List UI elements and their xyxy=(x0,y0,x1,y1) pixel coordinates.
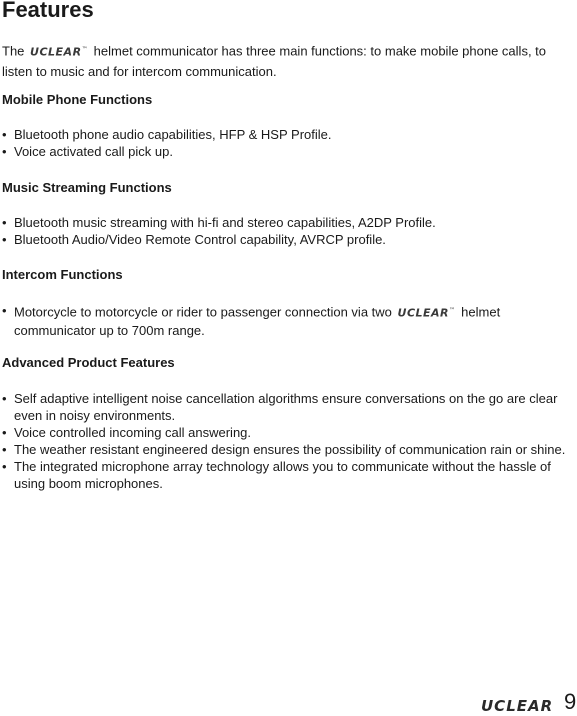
trademark-mark: ™ xyxy=(81,46,89,53)
section-heading-mobile: Mobile Phone Functions xyxy=(2,92,153,107)
list-item-text: The weather resistant engineered design ensures the possibility of communication rain or shine. xyxy=(14,442,566,457)
list-item-text: Motorcycle to motorcycle or rider to passenger connection via two xyxy=(14,304,392,320)
bullet-icon: • xyxy=(2,442,7,457)
list-item xyxy=(2,126,576,143)
inline-logo-text: UCLEAR xyxy=(30,45,82,59)
bullet-icon: • xyxy=(2,303,7,318)
bullet-icon: • xyxy=(2,459,7,474)
bullet-icon: • xyxy=(2,232,7,247)
intercom-functions-list xyxy=(2,302,576,339)
mobile-functions-list xyxy=(2,126,576,160)
list-item xyxy=(2,302,576,339)
uclear-inline-logo xyxy=(396,302,458,322)
section-heading-advanced: Advanced Product Features xyxy=(2,355,175,370)
list-item-text: Self adaptive intelligent noise cancellation algorithms ensure conversations on the go are clear even in noisy environments. xyxy=(14,391,558,423)
bullet-icon: • xyxy=(2,144,7,159)
bullet-icon: • xyxy=(2,127,7,142)
page-number: 9 xyxy=(564,689,577,714)
list-item xyxy=(2,458,576,492)
page-title: Features xyxy=(2,0,94,22)
trademark-mark: ™ xyxy=(449,307,456,314)
list-item-text: Voice activated call pick up. xyxy=(14,144,173,159)
list-item-text: The integrated microphone array technology allows you to communicate without the hassle of using boom microphones. xyxy=(14,459,551,491)
music-functions-list xyxy=(2,214,576,248)
inline-logo-text: UCLEAR xyxy=(397,306,450,320)
list-item-text: Voice controlled incoming call answering. xyxy=(14,425,252,440)
list-item xyxy=(2,441,576,458)
intro-text-before: The xyxy=(2,43,25,59)
list-item-text: Bluetooth phone audio capabilities, HFP & HSP Profile. xyxy=(14,127,332,142)
bullet-icon: • xyxy=(2,425,7,440)
uclear-footer-logo: UCLEAR xyxy=(481,697,554,715)
section-heading-music: Music Streaming Functions xyxy=(2,180,172,195)
list-item-text: helmet communicator up to 700m range. xyxy=(14,304,501,338)
list-item xyxy=(2,214,576,231)
list-item xyxy=(2,231,576,248)
intro-text-after: helmet communicator has three main functions: to make mobile phone calls, to listen to music and for intercom communication. xyxy=(2,43,547,79)
bullet-icon: • xyxy=(2,215,7,230)
list-item xyxy=(2,390,576,424)
intro-paragraph xyxy=(2,40,574,81)
uclear-inline-logo xyxy=(28,40,90,62)
advanced-features-list xyxy=(2,390,576,492)
list-item xyxy=(2,424,576,441)
bullet-icon: • xyxy=(2,391,7,406)
list-item-text: Bluetooth Audio/Video Remote Control capability, AVRCP profile. xyxy=(14,232,386,247)
list-item xyxy=(2,143,576,160)
section-heading-intercom: Intercom Functions xyxy=(2,267,123,282)
list-item-text: Bluetooth music streaming with hi-fi and stereo capabilities, A2DP Profile. xyxy=(14,215,436,230)
